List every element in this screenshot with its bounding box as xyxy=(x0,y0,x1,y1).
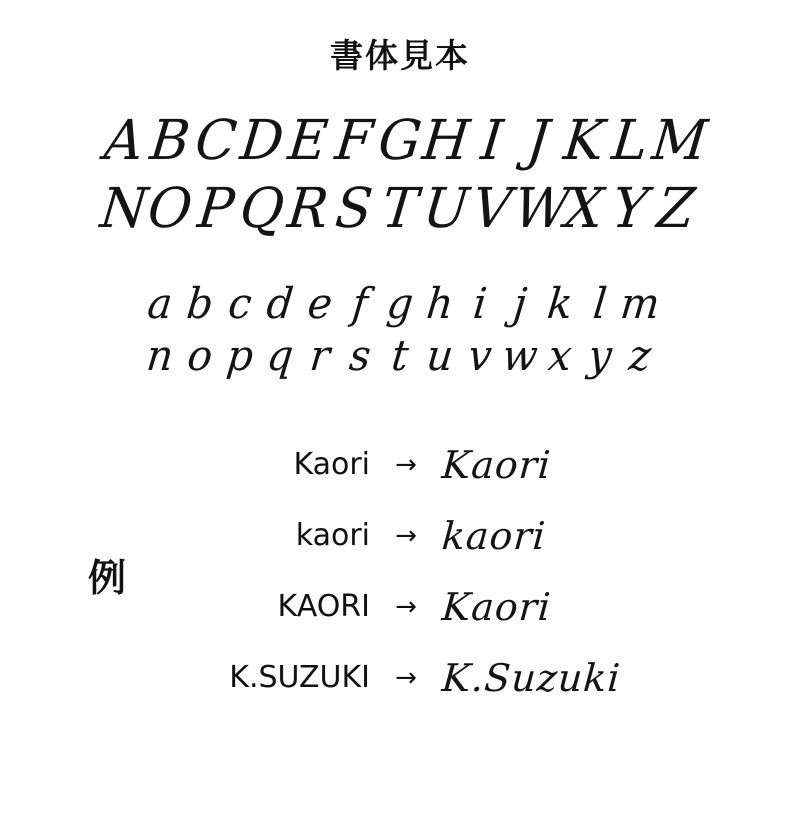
glyph: O xyxy=(144,177,196,241)
examples-section xyxy=(0,429,800,729)
glyph: U xyxy=(420,177,472,241)
glyph: z xyxy=(626,331,654,381)
glyph: f xyxy=(349,279,371,329)
glyph: l xyxy=(590,279,610,329)
glyph: G xyxy=(375,109,425,173)
glyph: V xyxy=(469,177,515,241)
glyph: J xyxy=(524,109,552,173)
glyph: s xyxy=(346,331,374,381)
example-row xyxy=(170,500,690,571)
glyph: x xyxy=(545,331,575,381)
glyph: F xyxy=(332,109,376,173)
glyph: w xyxy=(499,331,541,381)
glyph: d xyxy=(264,279,296,329)
example-input: kaori xyxy=(295,518,370,553)
lowercase-row-1 xyxy=(0,281,800,327)
glyph: p xyxy=(224,331,256,381)
glyph: Q xyxy=(236,177,288,241)
lowercase-row-2 xyxy=(0,333,800,379)
glyph: L xyxy=(609,109,651,173)
glyph: g xyxy=(384,279,416,329)
uppercase-row-2 xyxy=(0,179,800,239)
glyph: t xyxy=(389,331,411,381)
example-input: Kaori xyxy=(293,447,370,482)
example-row xyxy=(170,642,690,713)
glyph: i xyxy=(470,279,490,329)
example-output: Kaori xyxy=(440,584,553,629)
glyph: A xyxy=(101,109,147,173)
glyph: k xyxy=(545,279,575,329)
arrow-right-icon: → xyxy=(395,520,417,551)
glyph: n xyxy=(144,331,176,381)
examples-list xyxy=(170,429,690,713)
glyph: Y xyxy=(609,177,651,241)
glyph: a xyxy=(145,279,175,329)
alphabet-specimen xyxy=(0,111,800,379)
glyph: v xyxy=(465,331,495,381)
glyph: W xyxy=(511,177,573,241)
example-row xyxy=(170,429,690,500)
uppercase-row-1 xyxy=(0,111,800,171)
examples-label: 例 xyxy=(88,556,127,600)
glyph: I xyxy=(478,109,506,173)
glyph: u xyxy=(424,331,456,381)
arrow-right-icon: → xyxy=(395,449,417,480)
example-input: K.SUZUKI xyxy=(229,660,370,695)
glyph: j xyxy=(511,279,529,329)
glyph: q xyxy=(264,331,296,381)
glyph: M xyxy=(649,109,711,173)
example-input: KAORI xyxy=(277,589,370,624)
page-title: 書体見本 xyxy=(330,36,470,75)
font-sample-sheet xyxy=(0,30,800,830)
glyph: y xyxy=(585,331,615,381)
glyph: H xyxy=(419,109,473,173)
arrow-right-icon: → xyxy=(395,591,417,622)
glyph: R xyxy=(284,177,332,241)
glyph: Z xyxy=(654,177,698,241)
arrow-right-icon: → xyxy=(395,662,417,693)
glyph: S xyxy=(332,177,376,241)
glyph: c xyxy=(226,279,254,329)
glyph: m xyxy=(618,279,662,329)
glyph: B xyxy=(147,109,193,173)
glyph: o xyxy=(185,331,215,381)
example-row xyxy=(170,571,690,642)
glyph: T xyxy=(378,177,422,241)
glyph: h xyxy=(424,279,456,329)
glyph: C xyxy=(192,109,240,173)
example-output: kaori xyxy=(440,513,548,558)
glyph: P xyxy=(194,177,238,241)
glyph: b xyxy=(184,279,216,329)
glyph: r xyxy=(307,331,333,381)
example-output: Kaori xyxy=(440,442,553,487)
glyph: K xyxy=(560,109,608,173)
glyph: E xyxy=(285,109,331,173)
glyph: X xyxy=(561,177,607,241)
glyph: D xyxy=(237,109,287,173)
glyph: e xyxy=(305,279,335,329)
example-output: K.Suzuki xyxy=(440,655,623,700)
glyph: N xyxy=(97,177,151,241)
